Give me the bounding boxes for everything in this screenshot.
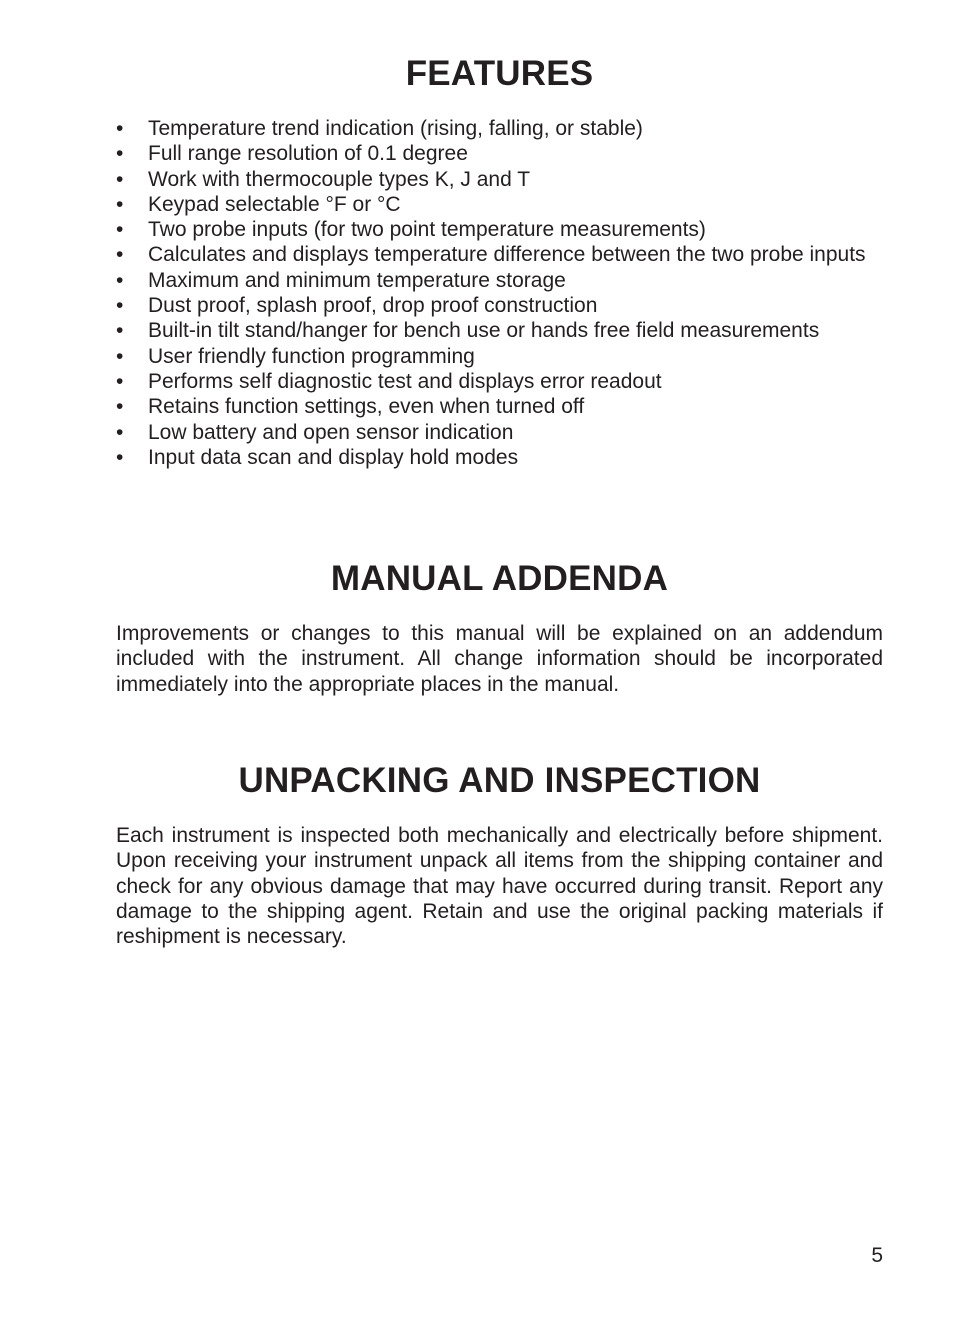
list-item xyxy=(116,167,883,192)
feature-text: User friendly function programming xyxy=(148,344,475,368)
bullet-icon: • xyxy=(116,218,124,242)
list-item xyxy=(116,116,883,141)
page-number: 5 xyxy=(871,1244,883,1267)
feature-text: Retains function settings, even when turned off xyxy=(148,395,585,419)
feature-text: Temperature trend indication (rising, falling, or stable) xyxy=(148,117,643,140)
list-item xyxy=(116,192,883,217)
manual-addenda-heading: MANUAL ADDENDA xyxy=(330,559,669,598)
list-item xyxy=(116,141,883,166)
list-item xyxy=(116,217,883,242)
list-item xyxy=(116,293,883,318)
list-item xyxy=(116,344,883,369)
list-item xyxy=(116,318,883,343)
feature-text: Low battery and open sensor indication xyxy=(148,420,514,444)
list-item xyxy=(116,420,883,445)
features-heading: FEATURES xyxy=(405,54,594,93)
bullet-icon: • xyxy=(116,344,124,368)
feature-text: Full range resolution of 0.1 degree xyxy=(148,142,468,166)
manual-addenda-paragraph: Improvements or changes to this manual will be explained on an addendum included with the instrument. All change information should be incorporated immediately into the appropriate places in the manual. xyxy=(116,622,883,696)
bullet-icon: • xyxy=(116,420,124,444)
feature-text: Keypad selectable °F or °C xyxy=(148,192,401,216)
list-item xyxy=(116,242,883,267)
bullet-icon: • xyxy=(116,445,124,469)
bullet-icon: • xyxy=(116,192,124,216)
bullet-icon: • xyxy=(116,294,124,318)
list-item xyxy=(116,394,883,419)
feature-text: Dust proof, splash proof, drop proof construction xyxy=(148,294,598,318)
bullet-icon: • xyxy=(116,243,124,267)
list-item xyxy=(116,445,883,470)
bullet-icon: • xyxy=(116,268,124,292)
bullet-icon: • xyxy=(116,167,124,191)
bullet-icon: • xyxy=(116,395,124,419)
feature-text: Input data scan and display hold modes xyxy=(148,445,519,469)
list-item xyxy=(116,369,883,394)
feature-text: Calculates and displays temperature difference between the two probe inputs xyxy=(148,243,866,267)
feature-text: Performs self diagnostic test and displays error readout xyxy=(148,369,662,393)
feature-text: Built-in tilt stand/hanger for bench use or hands free field measurements xyxy=(148,319,820,343)
bullet-icon: • xyxy=(116,142,124,166)
unpacking-paragraph: Each instrument is inspected both mechanically and electrically before shipment. Upon receiving your instrument unpack all items from the shipping container and check for any obvious damage that may have occurred during transit. Report any damage to the shipping agent. Retain and use the original packing materials if reshipment is necessary. xyxy=(116,824,883,949)
features-list xyxy=(116,116,883,470)
unpacking-heading: UNPACKING AND INSPECTION xyxy=(238,761,761,800)
bullet-icon: • xyxy=(116,117,124,140)
bullet-icon: • xyxy=(116,369,124,393)
list-item xyxy=(116,268,883,293)
bullet-icon: • xyxy=(116,319,124,343)
feature-text: Two probe inputs (for two point temperature measurements) xyxy=(148,218,706,242)
feature-text: Maximum and minimum temperature storage xyxy=(148,268,566,292)
feature-text: Work with thermocouple types K, J and T xyxy=(148,167,531,191)
